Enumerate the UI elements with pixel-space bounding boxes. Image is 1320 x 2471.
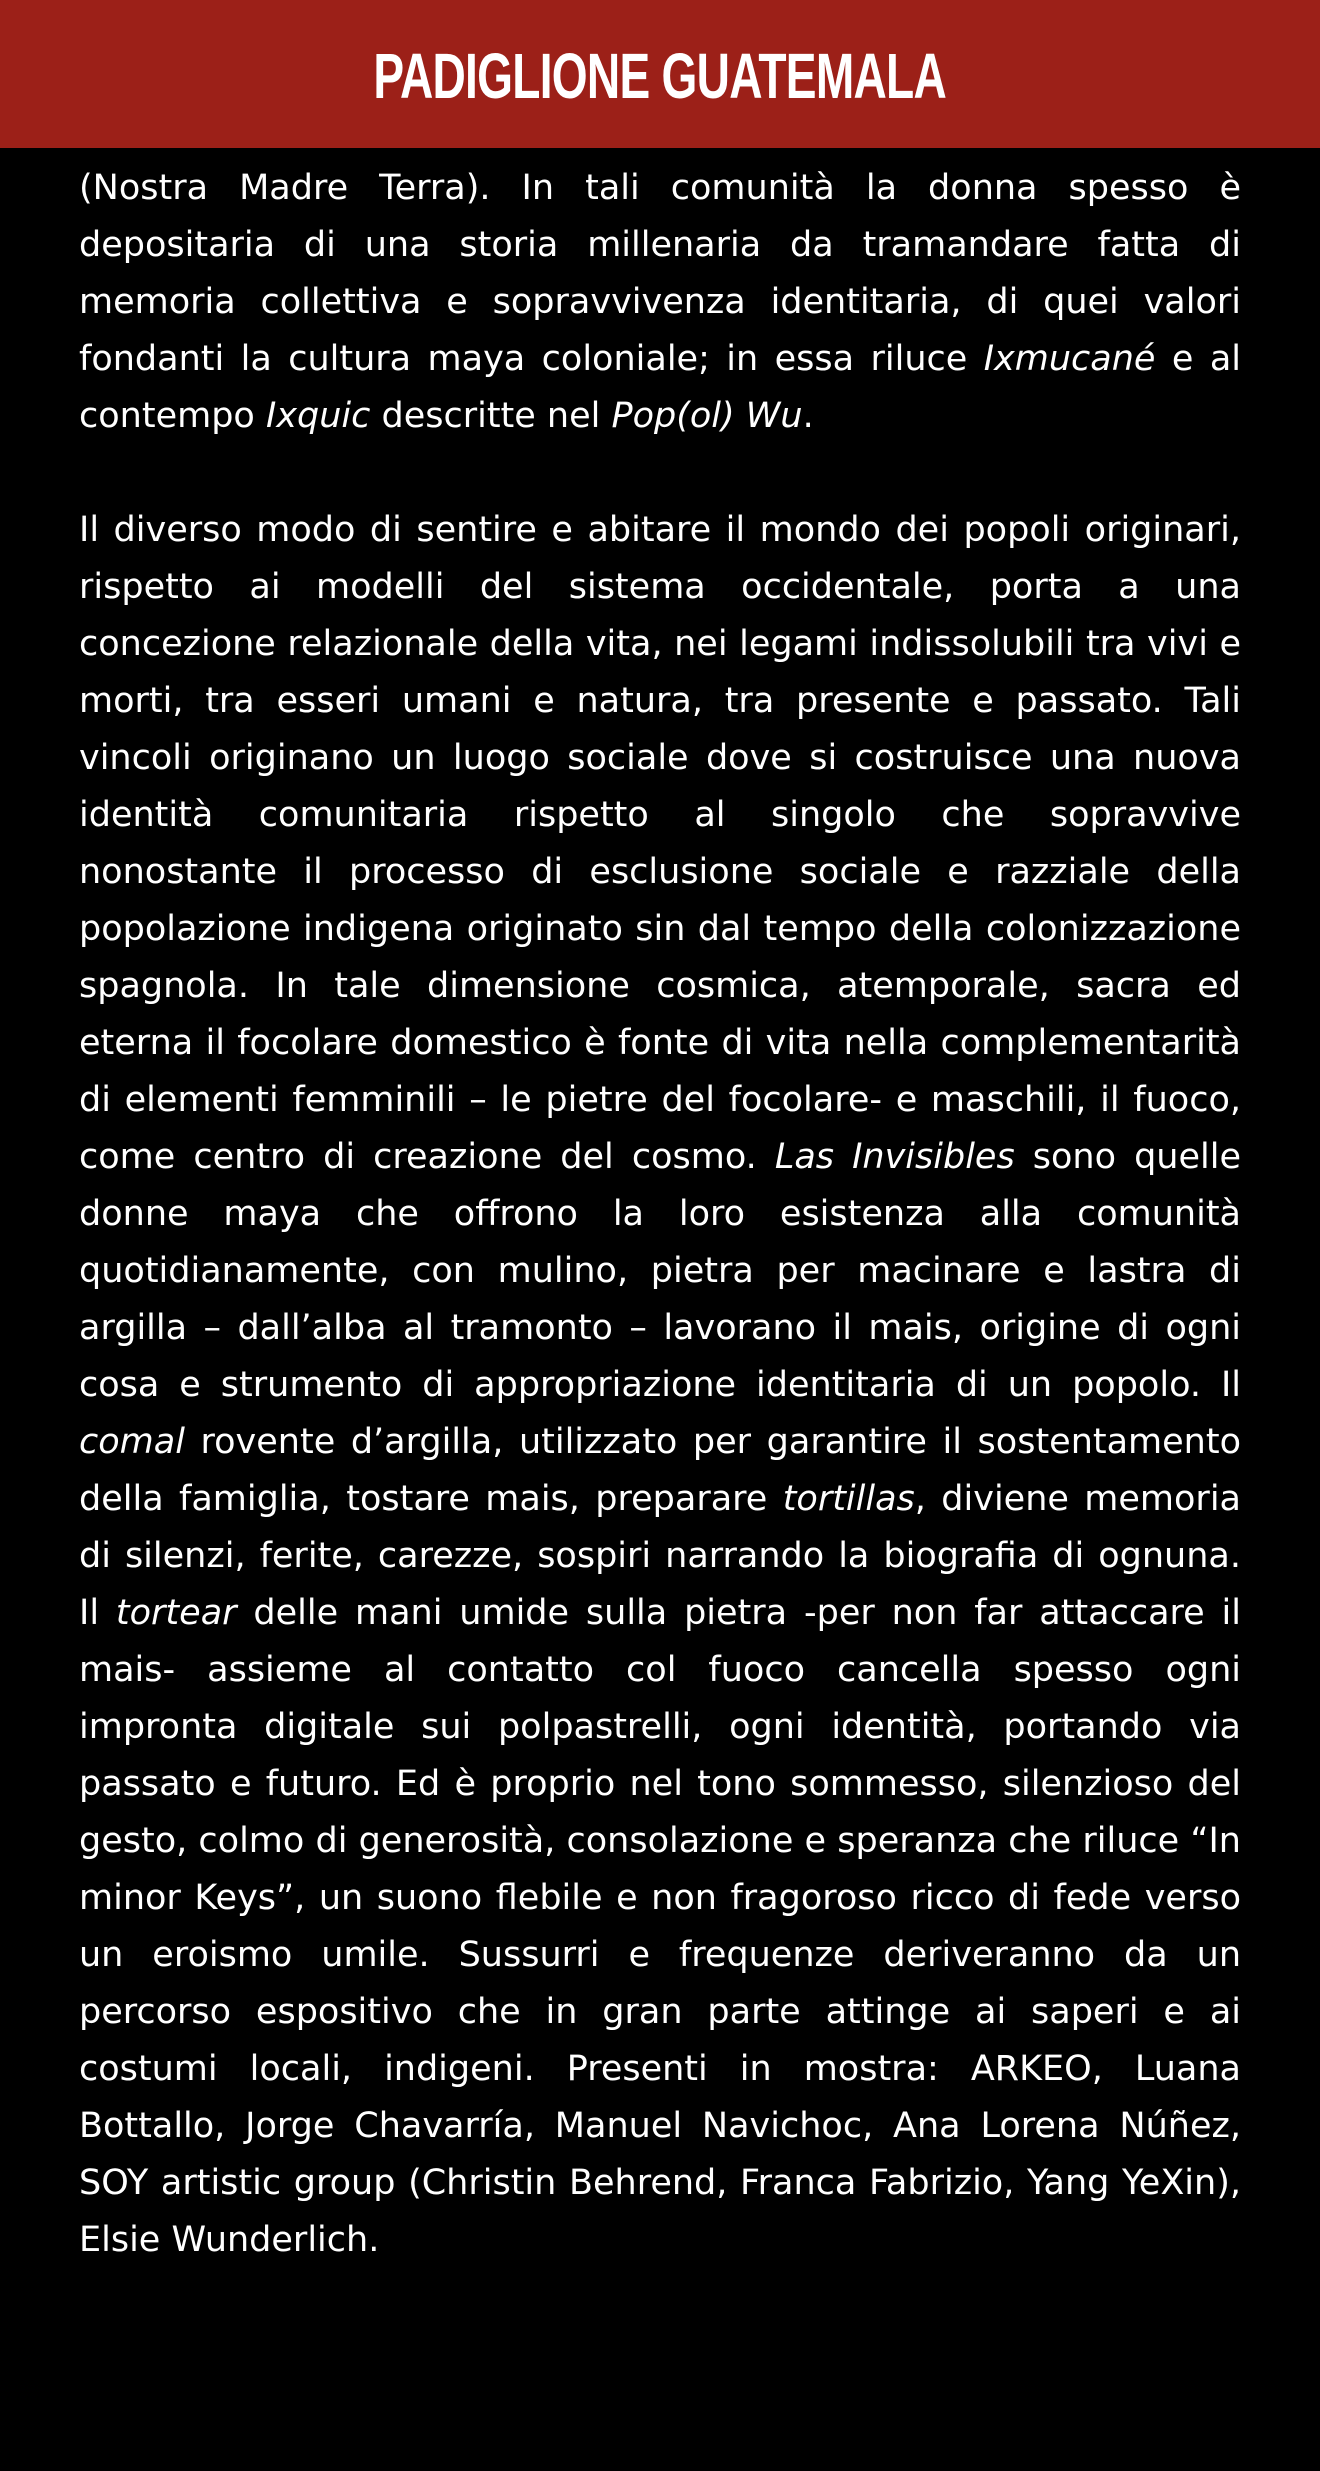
italic-term-ixquic: Ixquic [265, 396, 371, 436]
text-run: , diviene memoria di silenzi, ferite, carezze, sospiri narrando la biografia di ognuna. Il [79, 1479, 1241, 1633]
text-run: sono quelle donne maya che offrono la loro esistenza alla comunità quotidianamente, con mulino, pietra per macinare e lastra di argilla – dall’alba al tramonto – lavorano il mais, origine di ogni cosa e strumento di appropriazione identitaria di un popolo. Il [79, 1137, 1242, 1405]
text-run: delle mani umide sulla pietra -per non far attaccare il mais- assieme al contatto col fuoco cancella spesso ogni impronta digitale sui polpastrelli, ogni identità, portando via passato e futuro. Ed è proprio nel tono sommesso, silenzioso del gesto, colmo di generosità, consolazione e speranza che riluce “In minor Keys”, un suono flebile e non fragoroso ricco di fede verso un eroismo umile. Sussurri e frequenze deriveranno da un percorso espositivo che in gran parte attinge ai saperi e ai costumi locali, indigeni. Presenti in mostra: ARKEO, Luana Bottallo, Jorge Chavarría, Manuel Navichoc, Ana Lorena Núñez, SOY artistic group (Christin Behrend, Franca Fabrizio, Yang YeXin), Elsie Wunderlich. [79, 1593, 1241, 2260]
italic-term-popol-wu: Pop(ol) Wu [611, 396, 803, 436]
paragraph-2 [79, 502, 1241, 2269]
page-title: PADIGLIONE GUATEMALA [373, 40, 947, 112]
text-run: Il diverso modo di sentire e abitare il mondo dei popoli originari, rispetto ai modelli del sistema occidentale, porta a una concezione relazionale della vita, nei legami indissolubili tra vivi e morti, tra esseri umani e natura, tra presente e passato. Tali vincoli originano un luogo sociale dove si costruisce una nuova identità comunitaria rispetto al singolo che sopravvive nonostante il processo di esclusione sociale e razziale della popolazione indigena originato sin dal tempo della colonizzazione spagnola. In tale dimensione cosmica, atemporale, sacra ed eterna il focolare domestico è fonte di vita nella complementarità di elementi femminili – le pietre del focolare- e maschili, il fuoco, come centro di creazione del cosmo. [79, 510, 1241, 1177]
italic-term-tortear: tortear [115, 1593, 237, 1633]
paragraph-1 [79, 160, 1241, 445]
italic-term-ixmucane: Ixmucané [983, 339, 1156, 379]
article-body [79, 160, 1241, 2269]
italic-term-las-invisibles: Las Invisibles [774, 1137, 1015, 1177]
italic-term-comal: comal [79, 1422, 185, 1462]
italic-term-tortillas: tortillas [782, 1479, 915, 1519]
text-run: e al contempo [79, 339, 1241, 436]
text-run: descritte nel [370, 396, 612, 436]
text-run: rovente d’argilla, utilizzato per garantire il sostentamento della famiglia, tostare mais, preparare [79, 1422, 1241, 1519]
text-run: . [802, 396, 814, 436]
text-run: (Nostra Madre Terra). In tali comunità la donna spesso è depositaria di una storia millenaria da tramandare fatta di memoria collettiva e sopravvivenza identitaria, di quei valori fondanti la cultura maya coloniale; in essa riluce [79, 168, 1241, 379]
page-header [0, 0, 1320, 148]
